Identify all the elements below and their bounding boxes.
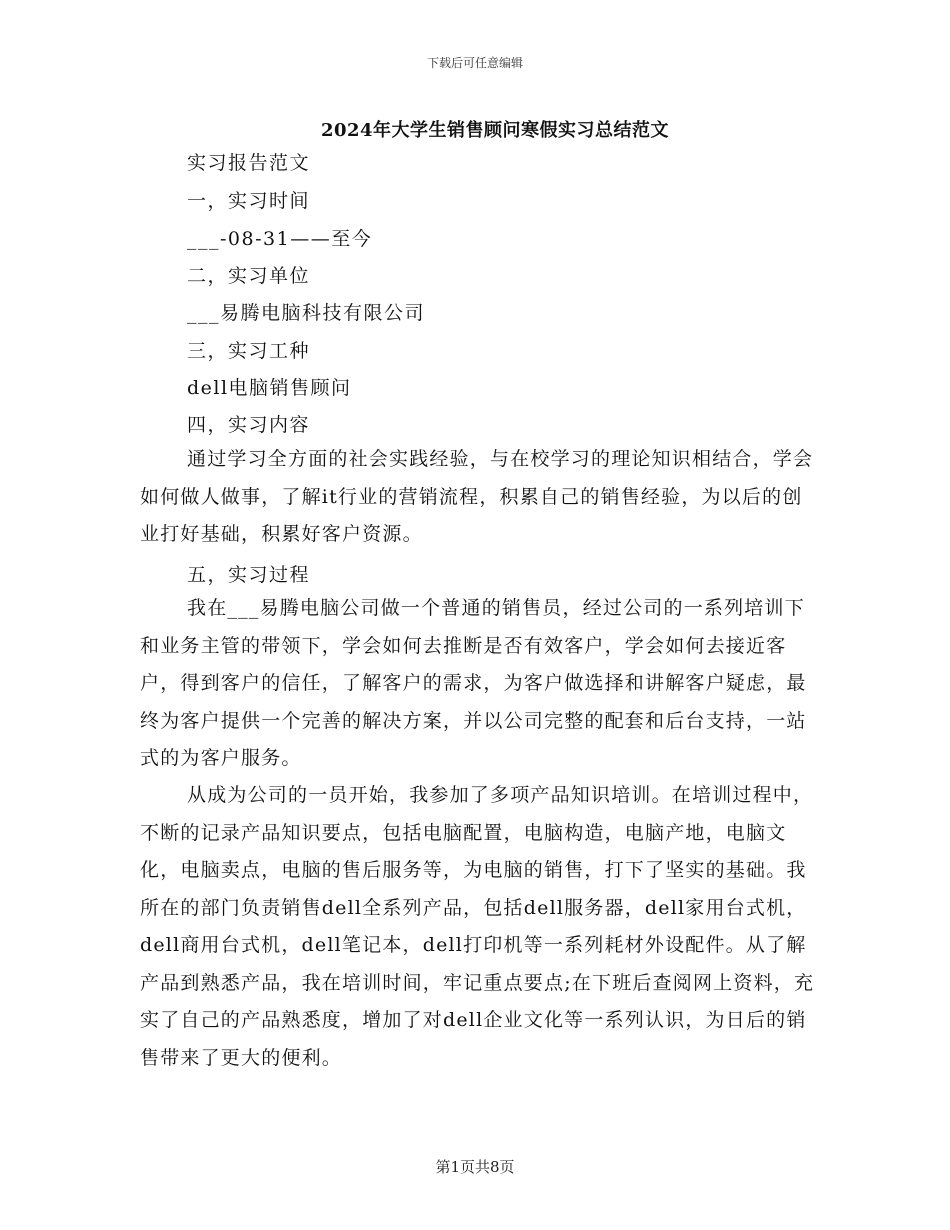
heading-internship-time: 一，实习时间 bbox=[187, 190, 311, 212]
page-number-footer: 第1页共8页 bbox=[435, 1158, 515, 1176]
section-label-report: 实习报告范文 bbox=[187, 152, 311, 174]
paragraph-process-1: 我在___易腾电脑公司做一个普通的销售员，经过公司的一系列培训下和业务主管的带领下，学会如何去推断是否有效客户，学会如何去接近客户，得到客户的信任，了解客户的需求，为客户做选择和讲解客户疑虑，最终为客户提供一个完善的解决方案，并以公司完整的配套和后台支持，一站式的为客户服务。 bbox=[140, 597, 807, 769]
paragraph-process-2: 从成为公司的一员开始，我参加了多项产品知识培训。在培训过程中，不断的记录产品知识要点，包括电脑配置，电脑构造，电脑产地，电脑文化，电脑卖点，电脑的售后服务等，为电脑的销售，打下了坚实的基础。我所在的部门负责销售dell全系列产品，包括dell服务器，dell家用台式机，dell商用台式机，dell笔记本，dell打印机等一系列耗材外设配件。从了解产品到熟悉产品，我在培训时间，牢记重点要点;在下班后查阅网上资料，充实了自己的产品熟悉度，增加了对dell企业文化等一系列认识，为日后的销售带来了更大的便利。 bbox=[140, 784, 815, 1069]
heading-internship-process: 五，实习过程 bbox=[187, 564, 311, 586]
heading-internship-content: 四，实习内容 bbox=[187, 414, 311, 436]
internship-unit-value: ___易腾电脑科技有限公司 bbox=[187, 302, 426, 324]
heading-job-type: 三，实习工种 bbox=[187, 340, 311, 362]
document-title: 2024年大学生销售顾问寒假实习总结范文 bbox=[320, 120, 670, 141]
page-header-note: 下载后可任意编辑 bbox=[426, 56, 523, 70]
job-type-value: dell电脑销售顾问 bbox=[187, 377, 352, 399]
heading-internship-unit: 二，实习单位 bbox=[187, 265, 311, 287]
internship-time-value: ___-08-31——至今 bbox=[187, 228, 373, 250]
paragraph-content: 通过学习全方面的社会实践经验，与在校学习的理论知识相结合，学会如何做人做事，了解it行业的营销流程，积累自己的销售经验，为以后的创业打好基础，积累好客户资源。 bbox=[140, 448, 814, 545]
